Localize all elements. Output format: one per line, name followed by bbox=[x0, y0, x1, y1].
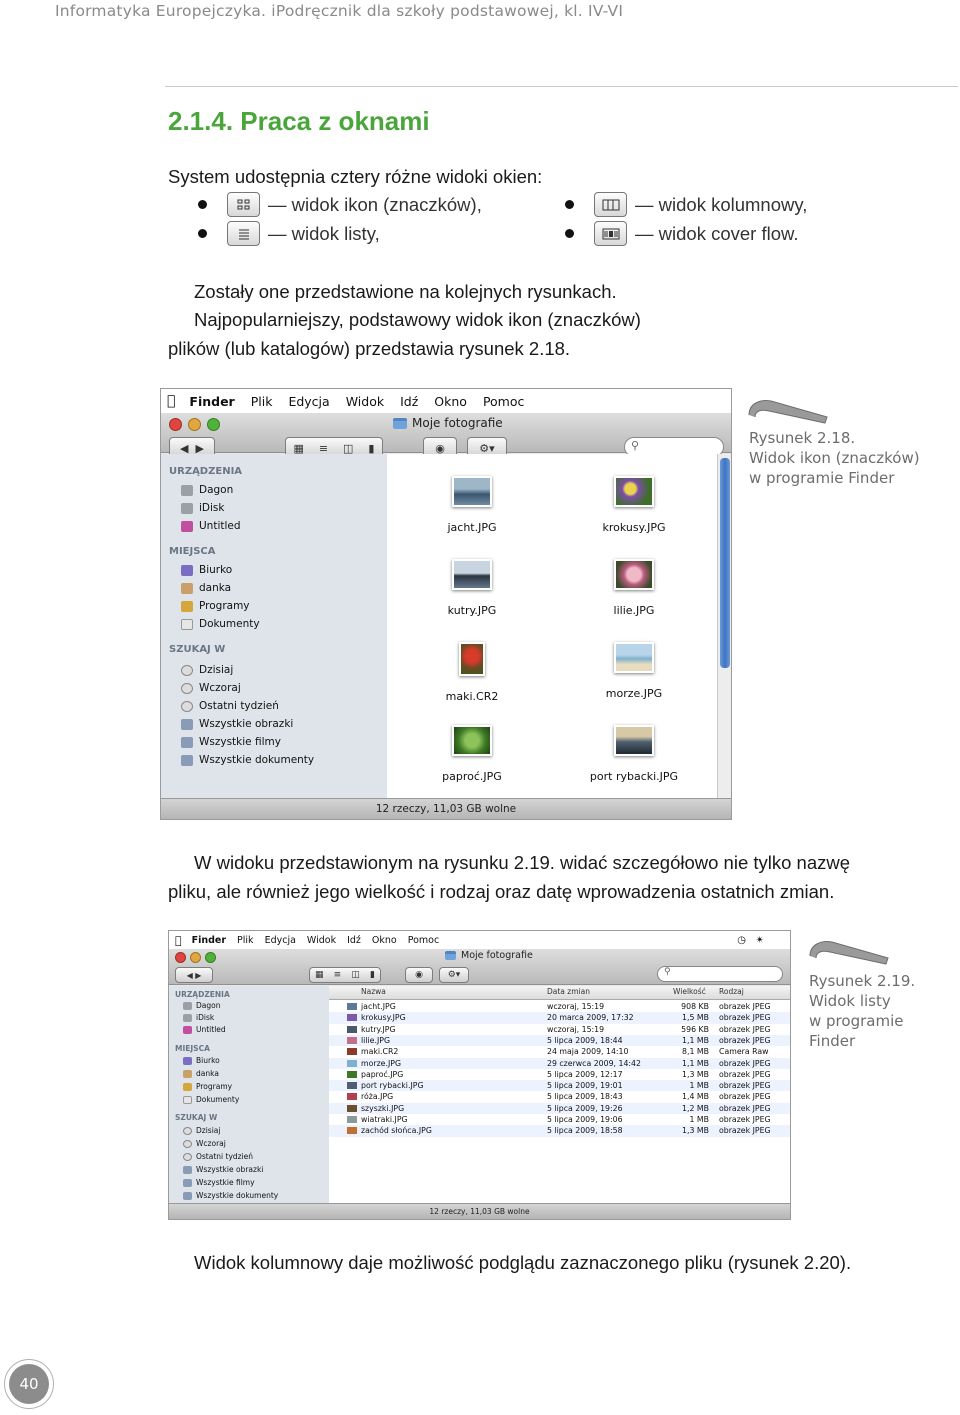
image-thumbnail bbox=[614, 559, 654, 590]
sidebar bbox=[169, 986, 329, 1205]
image-file-icon bbox=[347, 1060, 357, 1067]
sidebar-item[interactable]: Wszystkie obrazki bbox=[181, 718, 293, 730]
page-header: Informatyka Europejczyka. iPodręcznik dla szkoły podstawowej, kl. IV-VI bbox=[55, 2, 624, 20]
paragraph-line: Najpopularniejszy, podstawowy widok ikon (znaczków) bbox=[194, 309, 641, 330]
image-file-icon bbox=[347, 1082, 357, 1089]
cell-kind: obrazek JPEG bbox=[719, 1115, 771, 1124]
quick-look-button[interactable] bbox=[405, 967, 433, 983]
sidebar-item[interactable]: Dokumenty bbox=[181, 618, 260, 630]
image-file-icon bbox=[347, 1093, 357, 1100]
file-item[interactable]: port rybacki.JPG bbox=[559, 725, 709, 783]
search-icon: ⚲ bbox=[631, 439, 640, 452]
menu-finder[interactable]: Finder bbox=[185, 934, 220, 946]
menu-plik[interactable]: Plik bbox=[230, 934, 247, 946]
cell-size: 1,3 MB bbox=[682, 1069, 709, 1079]
cell-name: maki.CR2 bbox=[361, 1047, 399, 1057]
sidebar-item[interactable]: Ostatni tydzień bbox=[183, 1152, 253, 1161]
table-row[interactable] bbox=[329, 1125, 791, 1136]
disk-icon bbox=[183, 1014, 192, 1022]
image-file-icon bbox=[347, 1026, 357, 1033]
forward-arrow-icon[interactable]: ▶ bbox=[195, 970, 202, 980]
smart-folder-icon bbox=[181, 737, 193, 748]
clock-icon bbox=[183, 1140, 192, 1148]
file-item[interactable]: maki.CR2 bbox=[397, 642, 547, 703]
sidebar-item[interactable]: Wszystkie dokumenty bbox=[181, 754, 314, 766]
scrollbar[interactable] bbox=[717, 454, 732, 799]
sidebar-heading: MIEJSCA bbox=[169, 546, 216, 557]
cell-name: kutry.JPG bbox=[361, 1024, 396, 1034]
cell-name: szyszki.JPG bbox=[361, 1103, 405, 1113]
minimize-button[interactable] bbox=[190, 952, 201, 963]
sidebar-item[interactable]: Dagon bbox=[183, 1001, 220, 1010]
table-row[interactable] bbox=[329, 1069, 791, 1080]
cell-date: 5 lipca 2009, 19:26 bbox=[547, 1103, 623, 1113]
cell-kind: obrazek JPEG bbox=[719, 1002, 771, 1011]
bullet bbox=[198, 229, 207, 238]
cell-date: 5 lipca 2009, 18:44 bbox=[547, 1035, 623, 1045]
sidebar-item[interactable]: iDisk bbox=[181, 502, 224, 514]
table-row[interactable] bbox=[329, 1035, 791, 1046]
minimize-button[interactable] bbox=[188, 418, 201, 431]
menu-bar bbox=[161, 389, 731, 413]
file-item[interactable]: kutry.JPG bbox=[397, 559, 547, 617]
cell-name: róża.JPG bbox=[361, 1092, 394, 1102]
paragraph-line: W widoku przedstawionym na rysunku 2.19. widać szczegółowo nie tylko nazwę bbox=[194, 852, 851, 873]
header-divider bbox=[165, 86, 958, 87]
scroll-thumb[interactable] bbox=[720, 458, 730, 668]
bullet bbox=[565, 229, 574, 238]
cell-date: 5 lipca 2009, 18:43 bbox=[547, 1092, 623, 1102]
caption-line: Widok listy bbox=[809, 992, 891, 1010]
file-item[interactable]: morze.JPG bbox=[559, 642, 709, 700]
sidebar-item[interactable]: iDisk bbox=[183, 1013, 214, 1022]
sidebar-item[interactable]: Wczoraj bbox=[183, 1139, 226, 1148]
cell-date: 5 lipca 2009, 12:17 bbox=[547, 1069, 623, 1079]
image-thumbnail bbox=[459, 642, 485, 676]
cell-size: 1 MB bbox=[689, 1081, 709, 1091]
bluetooth-icon[interactable]: ✴ bbox=[755, 934, 764, 946]
cell-date: wczoraj, 15:19 bbox=[547, 1024, 605, 1034]
menu-bar bbox=[169, 931, 790, 949]
image-file-icon bbox=[347, 1116, 357, 1123]
cell-name: jacht.JPG bbox=[361, 1002, 396, 1011]
view-item-icons bbox=[198, 192, 482, 217]
table-row[interactable] bbox=[329, 1114, 791, 1125]
column-header-size[interactable]: Wielkość bbox=[673, 987, 706, 996]
icon-view-icon[interactable]: ▦ bbox=[315, 970, 324, 980]
applications-icon bbox=[181, 601, 193, 612]
search-icon: ⚲ bbox=[664, 967, 671, 977]
disk-icon bbox=[183, 1026, 192, 1034]
smart-folder-icon bbox=[181, 755, 193, 766]
paragraph-line: Widok kolumnowy daje możliwość podglądu zaznaczonego pliku (rysunek 2.20). bbox=[194, 1252, 852, 1273]
figure-caption-2 bbox=[809, 971, 915, 1051]
cell-size: 1 MB bbox=[689, 1115, 709, 1124]
table-row[interactable] bbox=[329, 1103, 791, 1114]
column-view-icon[interactable]: ◫ bbox=[351, 970, 360, 980]
table-row[interactable] bbox=[329, 1012, 791, 1023]
status-bar: 12 rzeczy, 11,03 GB wolne bbox=[169, 1203, 790, 1219]
disk-icon bbox=[181, 521, 193, 532]
menu-finder[interactable]: Finder bbox=[181, 393, 227, 409]
sidebar-heading: MIEJSCA bbox=[175, 1044, 210, 1053]
cell-date: wczoraj, 15:19 bbox=[547, 1002, 605, 1011]
cover-flow-icon[interactable]: ▮ bbox=[369, 970, 375, 980]
paragraph-line: plików (lub katalogów) przedstawia rysunek 2.18. bbox=[168, 338, 571, 359]
status-bar: 12 rzeczy, 11,03 GB wolne bbox=[161, 798, 731, 819]
column-view-icon[interactable]: ◫ bbox=[343, 441, 354, 455]
time-machine-icon[interactable]: ◷ bbox=[737, 934, 746, 946]
table-row[interactable] bbox=[329, 1091, 791, 1102]
list-view-icon[interactable]: ≡ bbox=[333, 970, 342, 980]
smart-folder-icon bbox=[181, 719, 193, 730]
image-file-icon bbox=[347, 1071, 357, 1078]
paragraph-line: pliku, ale również jego wielkość i rodzaj oraz datę wprowadzenia ostatnich zmian. bbox=[168, 881, 835, 902]
sidebar-item[interactable]: Dzisiaj bbox=[181, 664, 233, 676]
desktop-icon bbox=[183, 1057, 192, 1065]
file-area bbox=[387, 454, 717, 799]
action-menu-button[interactable] bbox=[439, 967, 469, 983]
column-header-kind[interactable]: Rodzaj bbox=[719, 987, 744, 996]
cell-size: 1,4 MB bbox=[682, 1092, 709, 1102]
sidebar-item[interactable]: Untitled bbox=[181, 520, 241, 532]
figure-caption-1 bbox=[749, 428, 920, 488]
sidebar-heading: URZĄDZENIA bbox=[169, 466, 243, 477]
zoom-button[interactable] bbox=[205, 952, 216, 963]
paragraph-line: Zostały one przedstawione na kolejnych rysunkach. bbox=[194, 281, 617, 302]
apple-icon[interactable] bbox=[175, 934, 182, 947]
applications-icon bbox=[183, 1083, 192, 1091]
menu-edycja[interactable]: Edycja bbox=[257, 934, 290, 946]
image-file-icon bbox=[347, 1037, 357, 1044]
sidebar-item[interactable]: Wczoraj bbox=[181, 682, 241, 694]
view-label: — widok listy, bbox=[268, 222, 380, 244]
sidebar-item[interactable]: Dzisiaj bbox=[183, 1126, 220, 1135]
window-title bbox=[445, 950, 533, 961]
finder-window-list-view bbox=[168, 930, 791, 1220]
title-bar bbox=[161, 413, 731, 453]
image-thumbnail bbox=[614, 476, 654, 507]
icon-view-icon[interactable]: ▦ bbox=[293, 441, 304, 455]
list-header bbox=[329, 986, 791, 1000]
menu-okno[interactable]: Okno bbox=[425, 393, 459, 409]
column-view-icon bbox=[594, 192, 627, 217]
file-list bbox=[329, 986, 791, 1205]
menu-idz[interactable]: Idź bbox=[340, 934, 355, 946]
file-item[interactable]: krokusy.JPG bbox=[559, 476, 709, 534]
menu-widok[interactable]: Widok bbox=[300, 934, 330, 946]
desktop-icon bbox=[181, 565, 193, 576]
close-button[interactable] bbox=[169, 418, 182, 431]
cell-date: 20 marca 2009, 17:32 bbox=[547, 1013, 634, 1023]
window-title-text: Moje fotografie bbox=[461, 950, 533, 961]
back-arrow-icon[interactable]: ◀ bbox=[180, 441, 189, 455]
icon-view-icon bbox=[227, 192, 260, 217]
cell-kind: obrazek JPEG bbox=[719, 1069, 771, 1079]
caption-line: w programie bbox=[809, 1012, 904, 1030]
cell-size: 1,3 MB bbox=[682, 1126, 709, 1136]
sidebar-heading: SZUKAJ W bbox=[175, 1113, 218, 1122]
cell-name: morze.JPG bbox=[361, 1058, 401, 1068]
cell-name: port rybacki.JPG bbox=[361, 1081, 424, 1091]
caption-line: w programie Finder bbox=[749, 469, 895, 487]
table-row[interactable] bbox=[329, 1024, 791, 1035]
sidebar-heading: URZĄDZENIA bbox=[175, 990, 230, 999]
sidebar-item[interactable]: Ostatni tydzień bbox=[181, 700, 279, 712]
cell-date: 5 lipca 2009, 19:06 bbox=[547, 1115, 623, 1124]
cell-name: paproć.JPG bbox=[361, 1069, 404, 1079]
menu-okno[interactable]: Okno bbox=[365, 934, 391, 946]
sidebar-item[interactable]: Dokumenty bbox=[183, 1095, 239, 1104]
cell-size: 1,1 MB bbox=[682, 1035, 709, 1045]
cell-name: wiatraki.JPG bbox=[361, 1115, 408, 1124]
sidebar bbox=[161, 454, 387, 799]
cover-flow-icon[interactable]: ▮ bbox=[368, 441, 375, 455]
menu-plik[interactable]: Plik bbox=[242, 393, 265, 409]
gear-icon: ⚙▾ bbox=[479, 441, 495, 455]
view-label: — widok ikon (znaczków), bbox=[268, 193, 482, 215]
paperclip-icon bbox=[806, 934, 892, 970]
finder-window-icon-view bbox=[160, 388, 732, 820]
table-row[interactable] bbox=[329, 1046, 791, 1057]
image-file-icon bbox=[347, 1014, 357, 1021]
eye-icon: ◉ bbox=[415, 970, 423, 980]
cell-kind: obrazek JPEG bbox=[719, 1013, 771, 1023]
sidebar-heading: SZUKAJ W bbox=[169, 644, 226, 655]
caption-line: Rysunek 2.18. bbox=[749, 429, 856, 447]
cell-kind: obrazek JPEG bbox=[719, 1035, 771, 1045]
file-item[interactable]: lilie.JPG bbox=[559, 559, 709, 617]
clock-icon bbox=[183, 1127, 192, 1135]
image-file-icon bbox=[347, 1048, 357, 1055]
menu-idz[interactable]: Idź bbox=[391, 393, 410, 409]
cell-size: 1,5 MB bbox=[682, 1013, 709, 1023]
clock-icon bbox=[183, 1153, 192, 1161]
clock-icon bbox=[181, 665, 193, 676]
sidebar-item[interactable]: Biurko bbox=[183, 1056, 220, 1065]
sidebar-item[interactable]: Dagon bbox=[181, 484, 233, 496]
caption-line: Widok ikon (znaczków) bbox=[749, 449, 920, 467]
back-arrow-icon[interactable]: ◀ bbox=[186, 970, 193, 980]
sidebar-item[interactable]: Programy bbox=[181, 600, 250, 612]
sidebar-item[interactable]: danka bbox=[181, 582, 231, 594]
view-label: — widok kolumnowy, bbox=[635, 193, 808, 215]
back-forward-buttons[interactable] bbox=[175, 967, 213, 983]
sidebar-item[interactable]: Programy bbox=[183, 1082, 232, 1091]
image-thumbnail bbox=[614, 725, 654, 756]
image-thumbnail bbox=[452, 476, 492, 507]
cover-flow-icon bbox=[594, 221, 627, 246]
column-header-date[interactable]: Data zmian bbox=[547, 987, 590, 996]
column-header-name[interactable]: Nazwa bbox=[361, 987, 386, 996]
search-input[interactable] bbox=[657, 966, 783, 982]
sidebar-item[interactable]: Wszystkie filmy bbox=[183, 1178, 255, 1187]
bullet bbox=[198, 200, 207, 209]
home-icon bbox=[181, 583, 193, 594]
sidebar-item[interactable]: Wszystkie dokumenty bbox=[183, 1191, 278, 1200]
menu-widok[interactable]: Widok bbox=[337, 393, 376, 409]
menu-edycja[interactable]: Edycja bbox=[280, 393, 322, 409]
image-thumbnail bbox=[452, 559, 492, 590]
cell-size: 1,2 MB bbox=[682, 1103, 709, 1113]
view-switcher[interactable] bbox=[309, 967, 381, 983]
sidebar-item[interactable]: Biurko bbox=[181, 564, 232, 576]
image-thumbnail bbox=[452, 725, 492, 756]
sidebar-item[interactable]: Wszystkie filmy bbox=[181, 736, 281, 748]
cell-name: zachód słońca.JPG bbox=[361, 1126, 432, 1136]
clock-icon bbox=[181, 683, 193, 694]
intro-text: System udostępnia cztery różne widoki okien: bbox=[168, 166, 543, 187]
menu-pomoc[interactable]: Pomoc bbox=[401, 934, 433, 946]
page-number-badge bbox=[4, 1359, 54, 1409]
view-item-coverflow bbox=[565, 221, 798, 246]
image-file-icon bbox=[347, 1127, 357, 1134]
view-label: — widok cover flow. bbox=[635, 222, 799, 244]
sidebar-item[interactable]: Wszystkie obrazki bbox=[183, 1165, 263, 1174]
title-bar bbox=[169, 949, 790, 985]
forward-arrow-icon[interactable]: ▶ bbox=[195, 441, 204, 455]
view-item-columns bbox=[565, 192, 807, 217]
cell-date: 29 czerwca 2009, 14:42 bbox=[547, 1058, 641, 1068]
folder-icon bbox=[445, 951, 456, 960]
cell-name: lilie.JPG bbox=[361, 1035, 390, 1045]
cell-kind: obrazek JPEG bbox=[719, 1058, 771, 1068]
cell-kind: obrazek JPEG bbox=[719, 1024, 771, 1034]
smart-folder-icon bbox=[183, 1192, 192, 1200]
gear-icon: ⚙▾ bbox=[447, 970, 461, 980]
clock-icon bbox=[181, 701, 193, 712]
window-title-text: Moje fotografie bbox=[412, 416, 503, 430]
cell-kind: obrazek JPEG bbox=[719, 1081, 771, 1091]
bullet bbox=[565, 200, 574, 209]
document-icon bbox=[183, 1096, 192, 1104]
table-row[interactable] bbox=[329, 1001, 791, 1012]
home-icon bbox=[183, 1070, 192, 1078]
file-item[interactable]: paproć.JPG bbox=[397, 725, 547, 783]
section-title: 2.1.4. Praca z oknami bbox=[168, 106, 430, 136]
caption-line: Finder bbox=[809, 1032, 856, 1050]
cell-name: krokusy.JPG bbox=[361, 1013, 406, 1023]
image-file-icon bbox=[347, 1003, 357, 1010]
menu-pomoc[interactable]: Pomoc bbox=[474, 393, 516, 409]
document-icon bbox=[181, 619, 193, 630]
caption-line: Rysunek 2.19. bbox=[809, 972, 916, 990]
list-view-icon[interactable]: ≡ bbox=[318, 441, 329, 455]
cell-date: 5 lipca 2009, 19:01 bbox=[547, 1081, 623, 1091]
smart-folder-icon bbox=[183, 1179, 192, 1187]
sidebar-item[interactable]: danka bbox=[183, 1069, 219, 1078]
image-thumbnail bbox=[614, 642, 654, 673]
page-number: 40 bbox=[9, 1364, 49, 1404]
smart-folder-icon bbox=[183, 1166, 192, 1174]
window-title bbox=[393, 416, 503, 430]
close-button[interactable] bbox=[175, 952, 186, 963]
paperclip-icon bbox=[745, 393, 831, 429]
disk-icon bbox=[181, 503, 193, 514]
folder-icon bbox=[393, 418, 407, 429]
eye-icon: ◉ bbox=[435, 441, 445, 455]
table-row[interactable] bbox=[329, 1080, 791, 1091]
cell-size: 1,1 MB bbox=[682, 1058, 709, 1068]
cell-size: 8,1 MB bbox=[682, 1047, 709, 1057]
apple-icon[interactable] bbox=[167, 393, 175, 409]
file-item[interactable]: jacht.JPG bbox=[397, 476, 547, 534]
disk-icon bbox=[183, 1002, 192, 1010]
cell-date: 5 lipca 2009, 18:58 bbox=[547, 1126, 623, 1136]
table-row[interactable] bbox=[329, 1058, 791, 1069]
disk-icon bbox=[181, 485, 193, 496]
zoom-button[interactable] bbox=[207, 418, 220, 431]
cell-kind: obrazek JPEG bbox=[719, 1126, 771, 1136]
cell-size: 908 KB bbox=[681, 1002, 709, 1011]
cell-kind: obrazek JPEG bbox=[719, 1103, 771, 1113]
image-file-icon bbox=[347, 1105, 357, 1112]
view-item-list bbox=[198, 221, 380, 246]
cell-date: 24 maja 2009, 14:10 bbox=[547, 1047, 629, 1057]
list-view-icon bbox=[227, 221, 260, 246]
cell-size: 596 KB bbox=[681, 1024, 709, 1034]
cell-kind: Camera Raw bbox=[719, 1047, 769, 1057]
cell-kind: obrazek JPEG bbox=[719, 1092, 771, 1102]
sidebar-item[interactable]: Untitled bbox=[183, 1025, 226, 1034]
